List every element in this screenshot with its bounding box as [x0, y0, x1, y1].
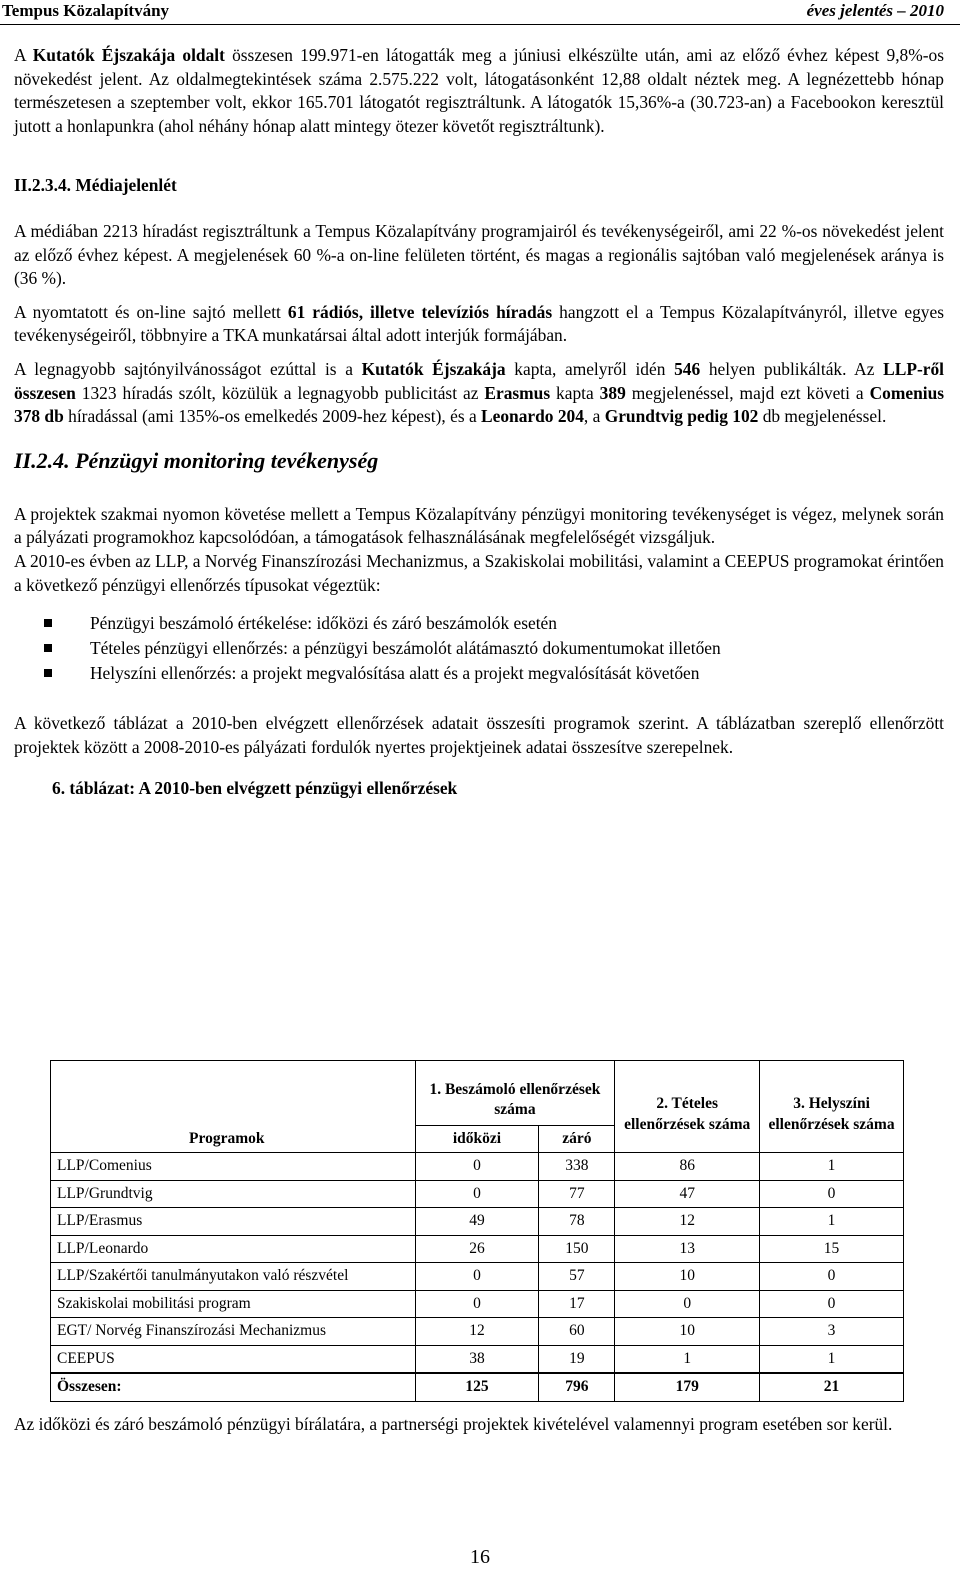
cell-onsite: 1 [760, 1345, 904, 1373]
text-run-bold: Grundtvig pedig 102 [604, 406, 759, 427]
cell-interim: 0 [415, 1290, 539, 1318]
cell-total-onsite: 21 [760, 1373, 904, 1401]
paragraph-website-stats [14, 44, 944, 138]
cell-program: CEEPUS [51, 1345, 416, 1373]
text-run-bold: 389 [599, 382, 626, 403]
cell-final: 78 [539, 1208, 615, 1236]
cell-onsite: 15 [760, 1235, 904, 1263]
cell-final: 60 [539, 1318, 615, 1346]
text-run-bold: Comenius 378 db [14, 382, 945, 427]
cell-program: EGT/ Norvég Finanszírozási Mechanizmus [51, 1318, 416, 1346]
text-run: db megjelenéssel. [758, 406, 887, 427]
text-run-bold: Erasmus [484, 382, 551, 403]
text-run: , a [583, 406, 605, 427]
text-run: helyen publikálták. Az [700, 358, 884, 379]
header-report-title: éves jelentés – 2010 [806, 1, 944, 20]
cell-program: LLP/Grundtvig [51, 1180, 416, 1208]
text-run: A nyomtatott és on-line sajtó mellett [14, 301, 288, 322]
cell-total-label: Összesen: [51, 1373, 416, 1401]
header-report-checks: 1. Beszámoló ellenőrzések száma [415, 1061, 615, 1126]
text-run-bold: LLP-ről összesen [14, 358, 945, 403]
table-row [51, 1318, 904, 1346]
table-row [51, 1208, 904, 1236]
paragraph-closing: Az időközi és záró beszámoló pénzügyi bírálatára, a partnerségi projektek kivételével valamennyi program esetében sor kerül. [14, 1414, 893, 1434]
paragraph-media-1: A médiában 2213 híradást regisztráltunk a Tempus Közalapítvány programjairól és tevékenységeiről, ami 22 %-os növekedést jelent az előző évhez képest. A megjelenések 60 %-a on-line felületen történt, és magas a regionális sajtóban való megjelenések aránya is (36 %). [14, 220, 944, 289]
bullet-square-icon [44, 669, 52, 677]
table-total-row [51, 1373, 904, 1401]
table-row [51, 1235, 904, 1263]
text-run: kapta [550, 382, 600, 403]
text-run: megjelenéssel, majd ezt követi a [625, 382, 870, 403]
header-organization: Tempus Közalapítvány [2, 1, 170, 20]
section-heading-media: II.2.3.4. Médiajelenlét [14, 175, 177, 196]
cell-program: Szakiskolai mobilitási program [51, 1290, 416, 1318]
cell-onsite: 1 [760, 1208, 904, 1236]
cell-itemized: 10 [615, 1263, 760, 1291]
cell-total-interim: 125 [415, 1373, 539, 1401]
cell-program: LLP/Comenius [51, 1153, 416, 1181]
cell-itemized: 86 [615, 1153, 760, 1181]
cell-itemized: 1 [615, 1345, 760, 1373]
text-run: összesen 199.971-en látogatták meg a júniusi elkészülte után, ami az előző évhez képest 9,8%-os növekedést jelent. Az oldalmegtekintések száma 2.575.222 volt, látogatásonként 12,88 oldalt néztek meg. A legnézettebb hónap természetesen a szeptember volt, ekkor 165.701 látogatót regisztráltunk. A látogatók 15,36%-a (30.723-an) a Facebookon keresztül jutott a honlapunkra (ahol néhány hónap alatt mintegy ötezer követőt regisztráltunk). [14, 45, 944, 136]
check-types-list [14, 611, 944, 686]
cell-final: 150 [539, 1235, 615, 1263]
cell-interim: 49 [415, 1208, 539, 1236]
list-item-text: Tételes pénzügyi ellenőrzés: a pénzügyi beszámolót alátámasztó dokumentumokat illetően [90, 638, 721, 659]
table-row [51, 1345, 904, 1373]
cell-itemized: 13 [615, 1235, 760, 1263]
cell-onsite: 0 [760, 1290, 904, 1318]
page-number: 16 [470, 1546, 490, 1568]
cell-interim: 12 [415, 1318, 539, 1346]
table-row [51, 1180, 904, 1208]
bullet-square-icon [44, 619, 52, 627]
cell-final: 17 [539, 1290, 615, 1318]
page-header [0, 0, 960, 25]
cell-onsite: 3 [760, 1318, 904, 1346]
cell-interim: 38 [415, 1345, 539, 1373]
paragraph-finance-2: A 2010-es évben az LLP, a Norvég Finanszírozási Mechanizmus, a Szakiskolai mobilitási, valamint a CEEPUS programokat érintően a következő pénzügyi ellenőrzés típusokat végeztük: [14, 550, 944, 595]
table-row [51, 1263, 904, 1291]
text-run: hangzott el a Tempus Közalapítványról, illetve egyes tevékenységeiről, többnyire a TKA munkatársai által adott interjúk formájában. [14, 301, 944, 346]
table-caption: 6. táblázat: A 2010-ben elvégzett pénzügyi ellenőrzések [52, 778, 458, 799]
paragraph-finance-1: A projektek szakmai nyomon követése mellett a Tempus Közalapítvány pénzügyi monitoring tevékenységet is végez, melynek során a pályázati programokhoz kapcsolódóan, a támogatások felhasználásának megfelelőségét vizsgáljuk. [14, 503, 944, 548]
text-run-bold: 546 [674, 358, 701, 379]
cell-program: LLP/Erasmus [51, 1208, 416, 1236]
header-itemized-checks: 2. Tételes ellenőrzések száma [615, 1061, 760, 1153]
list-item [44, 636, 944, 661]
list-item [44, 611, 944, 636]
header-interim: időközi [415, 1126, 539, 1153]
financial-checks-table [50, 1060, 904, 1402]
table-row [51, 1290, 904, 1318]
cell-itemized: 0 [615, 1290, 760, 1318]
text-run-bold: 61 rádiós, illetve televíziós híradás [287, 301, 553, 322]
text-run: A legnagyobb sajtónyilvánosságot ezúttal is a [14, 358, 362, 379]
list-item-text: Pénzügyi beszámoló értékelése: időközi és záró beszámolók esetén [90, 613, 557, 634]
list-item [44, 661, 944, 686]
header-programs: Programok [51, 1061, 416, 1153]
text-run-bold: Kutatók Éjszakája oldalt [32, 45, 225, 65]
main-content [14, 44, 944, 801]
cell-total-itemized: 179 [615, 1373, 760, 1401]
header-final: záró [539, 1126, 615, 1153]
cell-onsite: 0 [760, 1263, 904, 1291]
cell-final: 338 [539, 1153, 615, 1181]
cell-final: 57 [539, 1263, 615, 1291]
closing-block [14, 1413, 944, 1437]
cell-onsite: 1 [760, 1153, 904, 1181]
cell-itemized: 10 [615, 1318, 760, 1346]
header-onsite-checks: 3. Helyszíni ellenőrzések száma [760, 1061, 904, 1153]
cell-itemized: 12 [615, 1208, 760, 1236]
cell-final: 77 [539, 1180, 615, 1208]
cell-interim: 0 [415, 1153, 539, 1181]
text-run: híradással (ami 135%-os emelkedés 2009-hez képest), és a [63, 406, 482, 427]
text-run: kapta, amelyről idén [505, 358, 675, 379]
cell-interim: 0 [415, 1263, 539, 1291]
paragraph-media-2 [14, 301, 944, 348]
table-header-row [51, 1061, 904, 1126]
cell-program: LLP/Leonardo [51, 1235, 416, 1263]
cell-onsite: 0 [760, 1180, 904, 1208]
table-row [51, 1153, 904, 1181]
list-item-text: Helyszíni ellenőrzés: a projekt megvalósítása alatt és a projekt megvalósítását követően [90, 663, 700, 684]
cell-program: LLP/Szakértői tanulmányutakon való részvétel [51, 1263, 416, 1291]
cell-interim: 0 [415, 1180, 539, 1208]
text-run: A [14, 45, 33, 65]
cell-itemized: 47 [615, 1180, 760, 1208]
cell-total-final: 796 [539, 1373, 615, 1401]
text-run: 1323 híradás szólt, közülük a legnagyobb publicitást az [75, 382, 485, 403]
cell-final: 19 [539, 1345, 615, 1373]
paragraph-finance-3: A következő táblázat a 2010-ben elvégzett ellenőrzések adatait összesíti programok szerint. A táblázatban szereplő ellenőrzött projektek között a 2008-2010-es pályázati fordulók nyertes projektjeinek adatai összesítve szerepelnek. [14, 713, 944, 757]
bullet-square-icon [44, 644, 52, 652]
cell-interim: 26 [415, 1235, 539, 1263]
section-heading-finance: II.2.4. Pénzügyi monitoring tevékenység [14, 447, 379, 473]
text-run-bold: Kutatók Éjszakája [361, 358, 506, 379]
paragraph-media-3 [14, 358, 944, 429]
text-run-bold: Leonardo 204 [481, 406, 584, 427]
